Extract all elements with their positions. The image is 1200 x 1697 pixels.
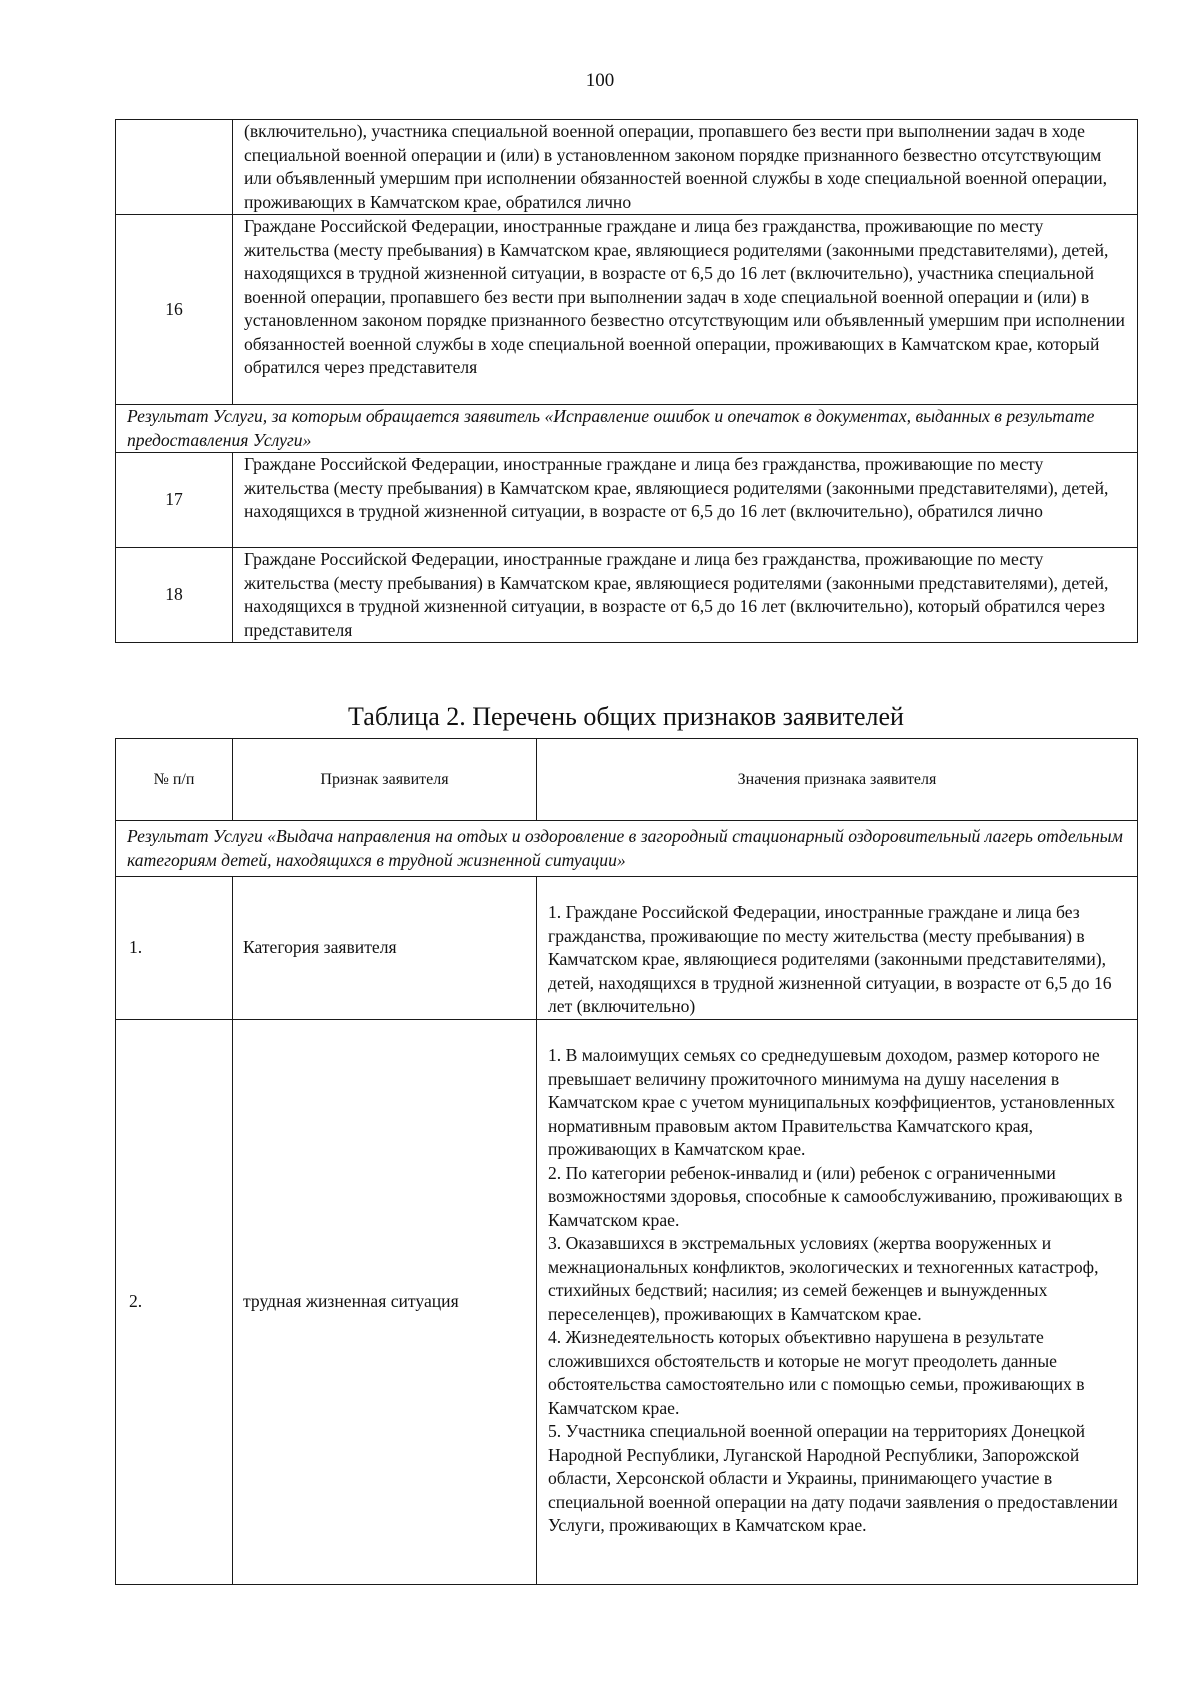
attribute-values [537,1020,1138,1585]
header-number: № п/п [116,739,233,821]
header-attribute: Признак заявителя [233,739,537,821]
row-number: 16 [116,215,233,405]
value-item: 1. Граждане Российской Федерации, иностранные граждане и лица без гражданства, проживающие по месту жительства (месту пребывания) в Камчатском крае, являющиеся родителями (законными представителями), детей, находящихся в трудной жизненной ситуации, в возрасте от 6,5 до 16 лет (включительно) [548,902,1112,1016]
applicant-attributes-table [115,738,1138,1585]
section-row [116,405,1138,453]
table-row [116,1020,1138,1585]
row-number: 2. [116,1020,233,1585]
row-number [116,120,233,215]
row-text: Граждане Российской Федерации, иностранные граждане и лица без гражданства, проживающие по месту жительства (месту пребывания) в Камчатском крае, являющиеся родителями (законными представителями), детей, находящихся в трудной жизненной ситуации, в возрасте от 6,5 до 16 лет (включительно), обратился лично [233,453,1138,548]
row-number: 1. [116,877,233,1020]
section-title: Результат Услуги, за которым обращается заявитель «Исправление ошибок и опечаток в документах, выданных в результате предоставления Услуги» [116,405,1138,453]
value-item: 1. В малоимущих семьях со среднедушевым доходом, размер которого не превышает величину прожиточного минимума на душу населения в Камчатском крае с учетом муниципальных коэффициентов, установленных нормативным правовым актом Правительства Камчатского края, проживающих в Камчатском крае. [548,1045,1115,1159]
table-row [116,548,1138,643]
table-row [116,877,1138,1020]
attribute-name: трудная жизненная ситуация [233,1020,537,1585]
section-row [116,821,1138,877]
value-item: 3. Оказавшихся в экстремальных условиях (жертва вооруженных и межнациональных конфликтов, экологических и техногенных катастроф, стихийных бедствий; насилия; из семей беженцев и вынужденных переселенцев), проживающих в Камчатском крае. [548,1233,1099,1324]
value-item: 2. По категории ребенок-инвалид и (или) ребенок с ограниченными возможностями здоровья, способные к самообслуживанию, проживающих в Камчатском крае. [548,1162,1123,1230]
value-item: 4. Жизнедеятельность которых объективно нарушена в результате сложившихся обстоятельств и которые не могут преодолеть данные обстоятельства самостоятельно или с помощью семьи, проживающих в Камчатском крае. [548,1327,1085,1418]
value-item: 5. Участника специальной военной операции на территориях Донецкой Народной Республики, Луганской Народной Республики, Запорожской области, Херсонской области и Украины, принимающего участие в специальной военной операции на дату подачи заявления о предоставлении Услуги, проживающих в Камчатском крае. [548,1421,1118,1535]
header-row [116,739,1138,821]
table-row [116,215,1138,405]
table-row [116,453,1138,548]
row-text: (включительно), участника специальной военной операции, пропавшего без вести при выполнении задач в ходе специальной военной операции и (или) в установленном законом порядке признанного безвестно отсутствующим или объявленный умершим при исполнении обязанностей военной службы в ходе специальной военной операции, проживающих в Камчатском крае, обратился лично [233,120,1138,215]
attribute-values [537,877,1138,1020]
header-values: Значения признака заявителя [537,739,1138,821]
page-number: 100 [585,70,615,91]
table-row [116,120,1138,215]
attribute-name: Категория заявителя [233,877,537,1020]
row-text: Граждане Российской Федерации, иностранные граждане и лица без гражданства, проживающие по месту жительства (месту пребывания) в Камчатском крае, являющиеся родителями (законными представителями), детей, находящихся в трудной жизненной ситуации, в возрасте от 6,5 до 16 лет (включительно), который обратился через представителя [233,548,1138,643]
row-number: 18 [116,548,233,643]
row-number: 17 [116,453,233,548]
table-caption: Таблица 2. Перечень общих признаков заявителей [348,702,904,731]
applicants-table-continued [115,119,1138,643]
section-title: Результат Услуги «Выдача направления на отдых и оздоровление в загородный стационарный оздоровительный лагерь отдельным категориям детей, находящихся в трудной жизненной ситуации» [116,821,1138,877]
row-text: Граждане Российской Федерации, иностранные граждане и лица без гражданства, проживающие по месту жительства (месту пребывания) в Камчатском крае, являющиеся родителями (законными представителями), детей, находящихся в трудной жизненной ситуации, в возрасте от 6,5 до 16 лет (включительно), участника специальной военной операции, пропавшего без вести при выполнении задач в ходе специальной военной операции и (или) в установленном законом порядке признанного безвестно отсутствующим или объявленный умершим при исполнении обязанностей военной службы в ходе специальной военной операции, проживающих в Камчатском крае, который обратился через представителя [233,215,1138,405]
